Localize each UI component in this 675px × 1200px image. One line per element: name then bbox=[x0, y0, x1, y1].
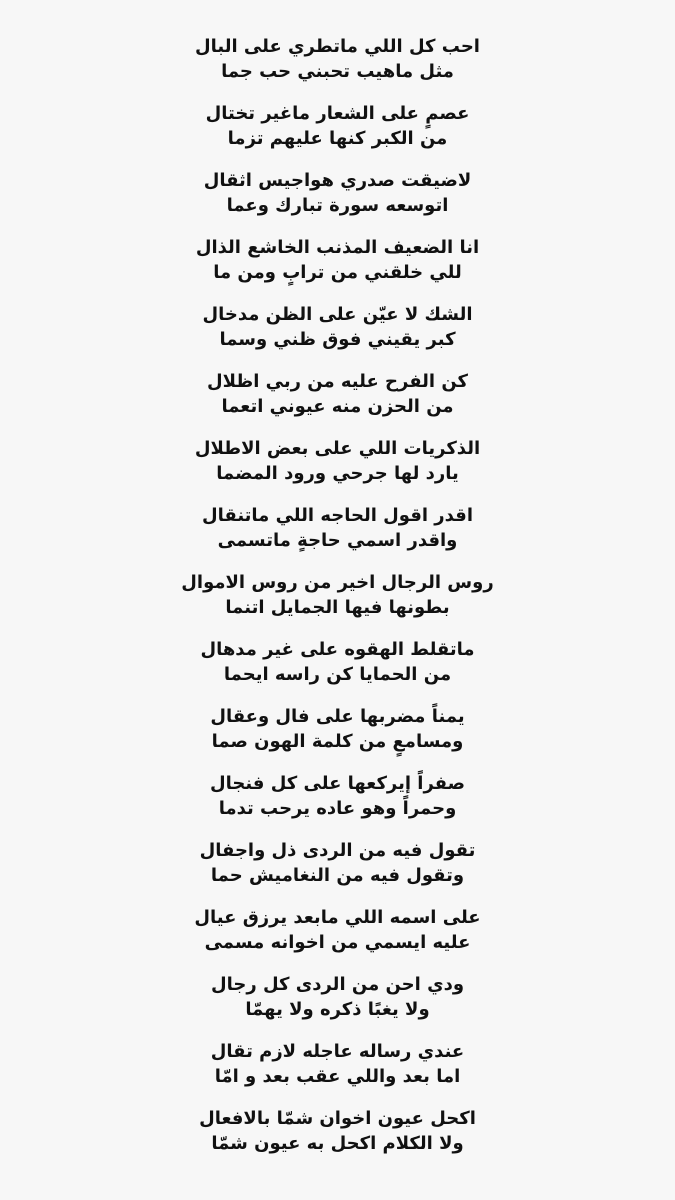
verse-line: ومسامعٍ من كلمة الهون صما bbox=[211, 731, 464, 752]
verse-line: واقدر اسمي حاجةٍ ماتسمى bbox=[217, 530, 458, 551]
verse-line: صفراً إيركعها على كل فنجال bbox=[209, 773, 466, 794]
verse-line: اكحل عيون اخوان شمّا بالافعال bbox=[199, 1108, 476, 1129]
verse-line: عليه ايسمي من اخوانه مسمى bbox=[204, 932, 471, 953]
stanza bbox=[0, 34, 675, 101]
verse-line: مثل ماهيب تحبني حب جما bbox=[221, 61, 454, 82]
stanza bbox=[0, 838, 675, 905]
verse-line: بطونها فيها الجمايل اتنما bbox=[225, 597, 450, 618]
verse-line: احب كل اللي ماتطري على البال bbox=[195, 36, 480, 57]
verse-line: على اسمه اللي مابعد يرزق عيال bbox=[194, 907, 481, 928]
stanza bbox=[0, 637, 675, 704]
verse-line: اتوسعه سورة تبارك وعما bbox=[226, 195, 449, 216]
verse-line: عندي رساله عاجله لازم تقال bbox=[210, 1041, 465, 1062]
stanza bbox=[0, 235, 675, 302]
verse-line: الشك لا عيّن على الظن مدخال bbox=[202, 304, 473, 325]
verse-line: روس الرجال اخير من روس الاموال bbox=[181, 572, 494, 593]
verse-line: تقول فيه من الردى ذل واجفال bbox=[199, 840, 476, 861]
stanza bbox=[0, 168, 675, 235]
stanza bbox=[0, 972, 675, 1039]
verse-line: انا الضعيف المذنب الخاشع الذال bbox=[195, 237, 480, 258]
poem-body bbox=[0, 34, 675, 1173]
verse-line: وحمراً وهو عاده يرحب تدما bbox=[218, 798, 457, 819]
verse-line: من الحزن منه عيوني اتعما bbox=[221, 396, 454, 417]
verse-line: لاضيقت صدري هواجيس اثقال bbox=[203, 170, 472, 191]
verse-line: من الحمايا كن راسه ايحما bbox=[223, 664, 452, 685]
verse-line: ماتقلط الهقوه على غير مدهال bbox=[200, 639, 475, 660]
stanza bbox=[0, 302, 675, 369]
stanza bbox=[0, 1039, 675, 1106]
stanza bbox=[0, 771, 675, 838]
stanza bbox=[0, 369, 675, 436]
stanza bbox=[0, 905, 675, 972]
verse-line: كن الفرح عليه من ربي اظلال bbox=[206, 371, 469, 392]
stanza bbox=[0, 101, 675, 168]
verse-line: يمناً مضربها على فال وعقال bbox=[210, 706, 465, 727]
stanza bbox=[0, 503, 675, 570]
verse-line: الذكريات اللي على بعض الاطلال bbox=[194, 438, 481, 459]
verse-line: اقدر اقول الحاجه اللي ماتنقال bbox=[201, 505, 474, 526]
verse-line: وتقول فيه من النغاميش حما bbox=[210, 865, 465, 886]
verse-line: للي خلقني من ترابٍ ومن ما bbox=[213, 262, 462, 283]
verse-line: ودي احن من الردى كل رجال bbox=[210, 974, 465, 995]
stanza bbox=[0, 570, 675, 637]
verse-line: ولا يغبًا ذكره ولا يهمّا bbox=[245, 999, 430, 1020]
verse-line: كبر يقيني فوق ظني وسما bbox=[219, 329, 456, 350]
stanza bbox=[0, 436, 675, 503]
verse-line: ولا الكلام اكحل به عيون شمّا bbox=[211, 1133, 464, 1154]
verse-line: يارد لها جرحي ورود المضما bbox=[216, 463, 459, 484]
verse-line: عصمٍ على الشعار ماغير تختال bbox=[205, 103, 470, 124]
verse-line: من الكبر كنها عليهم تزما bbox=[227, 128, 448, 149]
stanza bbox=[0, 704, 675, 771]
stanza bbox=[0, 1106, 675, 1173]
verse-line: اما بعد واللي عقب بعد و امّا bbox=[214, 1066, 461, 1087]
